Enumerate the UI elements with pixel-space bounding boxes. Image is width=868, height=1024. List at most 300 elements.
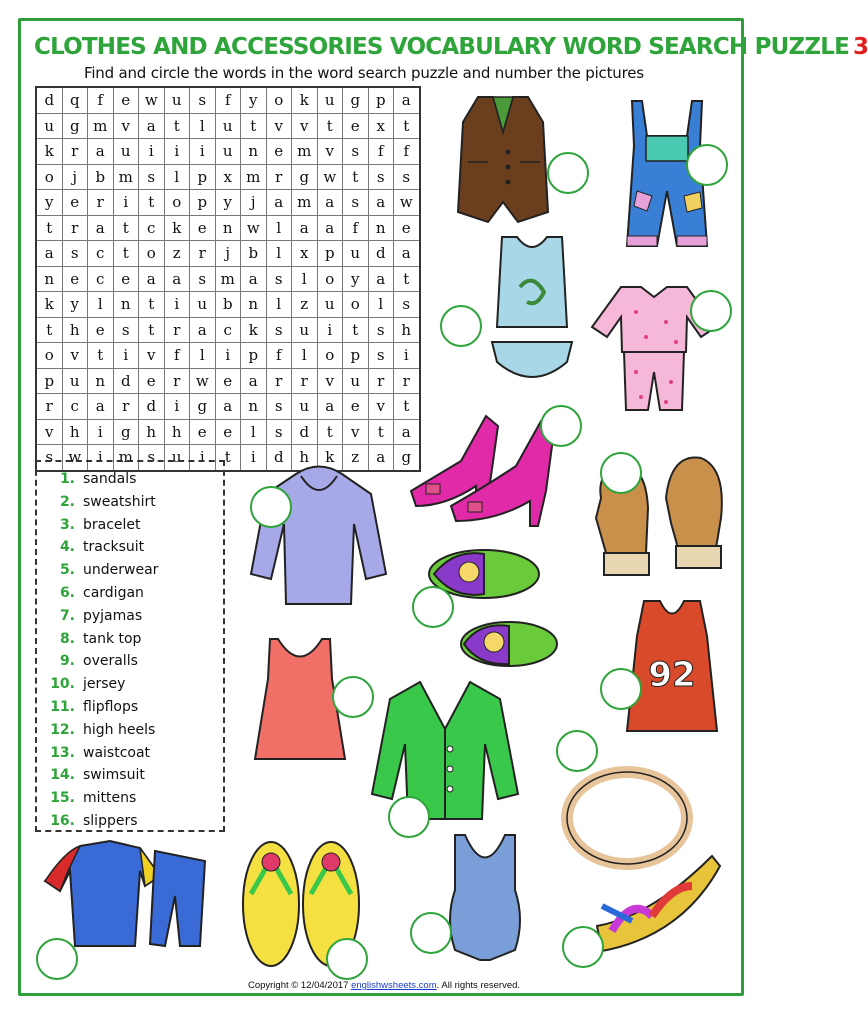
grid-cell[interactable]: a	[394, 87, 420, 113]
number-circle-sandals[interactable]	[562, 926, 604, 968]
word-number: 13.	[50, 744, 75, 761]
grid-cell[interactable]: i	[164, 394, 190, 420]
grid-cell[interactable]: z	[164, 241, 190, 267]
grid-cell[interactable]: v	[266, 113, 292, 139]
grid-cell[interactable]: o	[317, 266, 343, 292]
word-number: 14.	[50, 767, 75, 784]
grid-cell[interactable]: g	[394, 445, 420, 471]
grid-cell[interactable]: f	[164, 343, 190, 369]
grid-cell[interactable]: e	[394, 215, 420, 241]
grid-cell[interactable]: s	[36, 445, 62, 471]
number-circle-sweatshirt[interactable]	[250, 486, 292, 528]
grid-cell[interactable]: o	[343, 292, 369, 318]
grid-cell[interactable]: r	[88, 190, 114, 216]
grid-row	[36, 215, 420, 241]
number-circle-bracelet[interactable]	[556, 730, 598, 772]
grid-cell[interactable]: t	[343, 317, 369, 343]
grid-cell[interactable]: y	[62, 292, 88, 318]
grid-cell[interactable]: u	[292, 394, 318, 420]
grid-cell[interactable]: s	[139, 164, 165, 190]
grid-cell[interactable]: a	[88, 139, 114, 165]
grid-cell[interactable]: s	[266, 317, 292, 343]
grid-cell[interactable]: p	[190, 164, 216, 190]
grid-cell[interactable]: q	[62, 87, 88, 113]
grid-cell[interactable]: i	[113, 190, 139, 216]
grid-cell[interactable]: t	[394, 266, 420, 292]
word-number: 2.	[59, 493, 75, 510]
number-circle-tank-top[interactable]	[332, 676, 374, 718]
grid-cell[interactable]: m	[88, 113, 114, 139]
word-list-item	[37, 559, 223, 582]
grid-cell[interactable]: x	[368, 113, 394, 139]
grid-cell[interactable]: u	[190, 292, 216, 318]
page-title	[34, 34, 868, 60]
grid-cell[interactable]: b	[88, 164, 114, 190]
grid-cell[interactable]: s	[343, 190, 369, 216]
grid-cell[interactable]: t	[139, 317, 165, 343]
grid-cell[interactable]: a	[241, 368, 267, 394]
word-text: pyjamas	[83, 607, 143, 624]
number-circle-slippers[interactable]	[412, 586, 454, 628]
jersey-picture	[622, 596, 722, 736]
grid-cell[interactable]: l	[292, 343, 318, 369]
grid-cell[interactable]: r	[266, 368, 292, 394]
word-text: sandals	[83, 471, 137, 487]
grid-cell[interactable]: t	[164, 113, 190, 139]
grid-cell[interactable]: g	[113, 419, 139, 445]
grid-cell[interactable]: t	[139, 292, 165, 318]
jersey-number: 92	[648, 655, 696, 695]
grid-cell[interactable]: u	[317, 292, 343, 318]
grid-row	[36, 190, 420, 216]
word-number: 1.	[59, 471, 75, 487]
grid-cell[interactable]: j	[62, 164, 88, 190]
grid-cell[interactable]: t	[317, 419, 343, 445]
grid-cell[interactable]: n	[215, 215, 241, 241]
grid-cell[interactable]: e	[215, 368, 241, 394]
grid-cell[interactable]: e	[139, 368, 165, 394]
grid-cell[interactable]: u	[317, 87, 343, 113]
number-circle-high-heels[interactable]	[540, 405, 582, 447]
grid-cell[interactable]: g	[292, 164, 318, 190]
grid-cell[interactable]: e	[62, 190, 88, 216]
grid-cell[interactable]: h	[62, 419, 88, 445]
grid-cell[interactable]: c	[215, 317, 241, 343]
grid-cell[interactable]: f	[266, 343, 292, 369]
grid-cell[interactable]: o	[266, 87, 292, 113]
grid-cell[interactable]: l	[266, 292, 292, 318]
word-number: 11.	[50, 698, 75, 715]
grid-cell[interactable]: k	[36, 292, 62, 318]
grid-cell[interactable]: r	[266, 164, 292, 190]
grid-cell[interactable]: r	[368, 368, 394, 394]
grid-cell[interactable]: t	[368, 419, 394, 445]
grid-cell[interactable]: p	[317, 241, 343, 267]
grid-cell[interactable]: n	[368, 215, 394, 241]
word-text: sweatshirt	[83, 493, 156, 510]
grid-cell[interactable]: s	[62, 241, 88, 267]
word-number: 7.	[59, 607, 75, 624]
grid-cell[interactable]: f	[88, 87, 114, 113]
grid-cell[interactable]: v	[317, 139, 343, 165]
number-circle-pyjamas[interactable]	[690, 290, 732, 332]
grid-cell[interactable]: b	[241, 241, 267, 267]
grid-cell[interactable]: l	[88, 292, 114, 318]
word-number: 10.	[50, 676, 75, 693]
number-circle-swimsuit[interactable]	[410, 912, 452, 954]
grid-cell[interactable]: a	[36, 241, 62, 267]
grid-cell[interactable]: a	[190, 317, 216, 343]
grid-cell[interactable]: r	[292, 368, 318, 394]
grid-cell[interactable]: s	[190, 87, 216, 113]
grid-cell[interactable]: d	[36, 87, 62, 113]
grid-cell[interactable]: n	[241, 394, 267, 420]
grid-cell[interactable]: o	[317, 343, 343, 369]
word-list-item	[37, 673, 223, 696]
grid-row	[36, 419, 420, 445]
grid-cell[interactable]: v	[36, 419, 62, 445]
grid-cell[interactable]: w	[317, 164, 343, 190]
grid-cell[interactable]: l	[190, 113, 216, 139]
grid-cell[interactable]: t	[36, 215, 62, 241]
grid-cell[interactable]: m	[113, 164, 139, 190]
grid-cell[interactable]: w	[139, 87, 165, 113]
instructions: Find and circle the words in the word search puzzle and number the pictures	[84, 64, 644, 82]
grid-cell[interactable]: k	[241, 317, 267, 343]
grid-cell[interactable]: f	[368, 139, 394, 165]
grid-cell[interactable]: l	[266, 241, 292, 267]
grid-cell[interactable]: i	[317, 317, 343, 343]
grid-cell[interactable]: a	[317, 215, 343, 241]
grid-cell[interactable]: o	[36, 343, 62, 369]
grid-cell[interactable]: a	[317, 190, 343, 216]
grid-cell[interactable]: a	[241, 266, 267, 292]
grid-cell[interactable]: j	[215, 241, 241, 267]
copyright-line	[0, 980, 768, 991]
number-circle-underwear[interactable]	[440, 305, 482, 347]
word-text: slippers	[83, 812, 138, 829]
grid-cell[interactable]: r	[62, 215, 88, 241]
grid-cell[interactable]: u	[36, 113, 62, 139]
grid-cell[interactable]: e	[215, 419, 241, 445]
grid-cell[interactable]: n	[88, 368, 114, 394]
grid-cell[interactable]: c	[88, 241, 114, 267]
grid-cell[interactable]: s	[190, 266, 216, 292]
number-circle-flipflops[interactable]	[326, 938, 368, 980]
grid-cell[interactable]: f	[343, 215, 369, 241]
word-number: 6.	[59, 584, 75, 601]
grid-cell[interactable]: r	[164, 368, 190, 394]
grid-cell[interactable]: i	[88, 419, 114, 445]
grid-cell[interactable]: r	[164, 317, 190, 343]
grid-cell[interactable]: e	[343, 394, 369, 420]
grid-cell[interactable]: a	[317, 394, 343, 420]
grid-cell[interactable]: y	[343, 266, 369, 292]
grid-cell[interactable]: t	[113, 241, 139, 267]
grid-cell[interactable]: u	[343, 368, 369, 394]
number-circle-waistcoat[interactable]	[547, 152, 589, 194]
grid-cell[interactable]: d	[292, 419, 318, 445]
grid-cell[interactable]: r	[113, 394, 139, 420]
grid-cell[interactable]: r	[394, 368, 420, 394]
word-text: flipflops	[83, 698, 139, 715]
word-text: tracksuit	[83, 539, 145, 556]
word-list-item	[37, 536, 223, 559]
grid-row	[36, 343, 420, 369]
grid-cell[interactable]: h	[292, 445, 318, 471]
word-list-item	[37, 764, 223, 787]
grid-cell[interactable]: e	[343, 113, 369, 139]
grid-cell[interactable]: v	[113, 113, 139, 139]
grid-cell[interactable]: a	[394, 419, 420, 445]
word-number: 15.	[50, 790, 75, 807]
word-text: waistcoat	[83, 744, 151, 761]
grid-cell[interactable]: e	[190, 419, 216, 445]
grid-cell[interactable]: s	[394, 164, 420, 190]
word-number: 9.	[59, 653, 75, 670]
grid-cell[interactable]: l	[241, 419, 267, 445]
grid-cell[interactable]: w	[62, 445, 88, 471]
grid-cell[interactable]: m	[292, 190, 318, 216]
grid-cell[interactable]: e	[62, 266, 88, 292]
grid-cell[interactable]: d	[266, 445, 292, 471]
grid-cell[interactable]: t	[36, 317, 62, 343]
grid-cell[interactable]: p	[368, 87, 394, 113]
grid-cell[interactable]: t	[343, 164, 369, 190]
grid-cell[interactable]: y	[215, 190, 241, 216]
word-text: underwear	[83, 562, 159, 579]
word-list-item	[37, 719, 223, 742]
copyright-prefix: Copyright © 12/04/2017	[247, 980, 352, 991]
grid-cell[interactable]: m	[241, 164, 267, 190]
grid-cell[interactable]: n	[241, 139, 267, 165]
number-circle-mittens[interactable]	[600, 452, 642, 494]
grid-cell[interactable]: u	[292, 317, 318, 343]
grid-cell[interactable]: s	[139, 445, 165, 471]
grid-cell[interactable]: l	[368, 292, 394, 318]
grid-cell[interactable]: m	[292, 139, 318, 165]
copyright-suffix: . All rights reserved.	[436, 980, 521, 991]
grid-cell[interactable]: s	[368, 164, 394, 190]
grid-cell[interactable]: n	[241, 292, 267, 318]
grid-cell[interactable]: w	[394, 190, 420, 216]
grid-cell[interactable]: r	[36, 394, 62, 420]
grid-cell[interactable]: g	[343, 87, 369, 113]
grid-cell[interactable]: p	[343, 343, 369, 369]
word-list	[37, 462, 223, 833]
number-circle-tracksuit[interactable]	[36, 938, 78, 980]
grid-cell[interactable]: t	[394, 394, 420, 420]
grid-row	[36, 87, 420, 113]
grid-cell[interactable]: r	[62, 139, 88, 165]
grid-cell[interactable]: l	[190, 343, 216, 369]
grid-cell[interactable]: x	[215, 164, 241, 190]
grid-cell[interactable]: e	[190, 215, 216, 241]
grid-cell[interactable]: w	[241, 215, 267, 241]
grid-cell[interactable]: i	[164, 139, 190, 165]
grid-cell[interactable]: z	[292, 292, 318, 318]
word-text: cardigan	[83, 584, 144, 601]
grid-cell[interactable]: b	[215, 292, 241, 318]
grid-cell[interactable]: i	[113, 343, 139, 369]
grid-cell[interactable]: v	[343, 419, 369, 445]
copyright-link[interactable]: englishwsheets.com	[351, 980, 437, 991]
grid-cell[interactable]: j	[241, 190, 267, 216]
word-text: bracelet	[83, 516, 141, 533]
grid-cell[interactable]: u	[113, 139, 139, 165]
word-text: jersey	[83, 676, 126, 693]
grid-cell[interactable]: c	[88, 266, 114, 292]
grid-cell[interactable]: t	[317, 113, 343, 139]
grid-cell[interactable]: e	[113, 266, 139, 292]
grid-cell[interactable]: a	[88, 394, 114, 420]
grid-row	[36, 113, 420, 139]
grid-cell[interactable]: m	[113, 445, 139, 471]
waistcoat-picture	[448, 92, 558, 232]
grid-cell[interactable]: a	[368, 190, 394, 216]
grid-cell[interactable]: i	[139, 139, 165, 165]
grid-cell[interactable]: x	[292, 241, 318, 267]
grid-cell[interactable]: u	[164, 87, 190, 113]
grid-cell[interactable]: k	[36, 139, 62, 165]
grid-cell[interactable]: w	[190, 368, 216, 394]
swimsuit-picture	[440, 830, 530, 970]
grid-cell[interactable]: i	[241, 445, 267, 471]
number-circle-cardigan[interactable]	[388, 796, 430, 838]
word-text: overalls	[83, 653, 138, 670]
grid-cell[interactable]: t	[139, 190, 165, 216]
grid-cell[interactable]: s	[113, 317, 139, 343]
grid-cell[interactable]: s	[266, 394, 292, 420]
grid-cell[interactable]: t	[113, 215, 139, 241]
grid-cell[interactable]: d	[368, 241, 394, 267]
grid-cell[interactable]: u	[164, 445, 190, 471]
grid-cell[interactable]: u	[215, 139, 241, 165]
grid-cell[interactable]: u	[343, 241, 369, 267]
grid-cell[interactable]: o	[36, 164, 62, 190]
grid-cell[interactable]: i	[394, 343, 420, 369]
grid-cell[interactable]: d	[139, 394, 165, 420]
grid-cell[interactable]: f	[215, 87, 241, 113]
grid-cell[interactable]: a	[164, 266, 190, 292]
grid-cell[interactable]: h	[62, 317, 88, 343]
grid-cell[interactable]: f	[394, 139, 420, 165]
grid-cell[interactable]: y	[241, 87, 267, 113]
grid-cell[interactable]: c	[139, 215, 165, 241]
word-list-item	[37, 742, 223, 765]
word-list-item	[37, 696, 223, 719]
grid-cell[interactable]: a	[394, 241, 420, 267]
word-number: 4.	[59, 539, 75, 556]
grid-cell[interactable]: t	[215, 445, 241, 471]
grid-cell[interactable]: r	[190, 241, 216, 267]
grid-cell[interactable]: a	[88, 215, 114, 241]
grid-cell[interactable]: u	[62, 368, 88, 394]
number-circle-jersey[interactable]	[600, 668, 642, 710]
grid-cell[interactable]: e	[113, 87, 139, 113]
grid-cell[interactable]: n	[36, 266, 62, 292]
grid-cell[interactable]: a	[139, 266, 165, 292]
grid-cell[interactable]: p	[36, 368, 62, 394]
grid-cell[interactable]: o	[139, 241, 165, 267]
grid-cell[interactable]: v	[368, 394, 394, 420]
grid-cell[interactable]: i	[88, 445, 114, 471]
word-list-item	[37, 582, 223, 605]
grid-cell[interactable]: k	[164, 215, 190, 241]
grid-cell[interactable]: g	[190, 394, 216, 420]
grid-cell[interactable]: t	[241, 113, 267, 139]
cardigan-picture	[370, 674, 520, 824]
grid-cell[interactable]: a	[266, 190, 292, 216]
grid-cell[interactable]: s	[343, 139, 369, 165]
grid-cell[interactable]: i	[164, 292, 190, 318]
grid-cell[interactable]: m	[215, 266, 241, 292]
grid-cell[interactable]: i	[190, 139, 216, 165]
grid-cell[interactable]: i	[190, 445, 216, 471]
grid-cell[interactable]: z	[343, 445, 369, 471]
sandals-picture	[592, 846, 724, 968]
grid-cell[interactable]: u	[215, 113, 241, 139]
grid-cell[interactable]: s	[368, 343, 394, 369]
grid-cell[interactable]: l	[292, 266, 318, 292]
grid-cell[interactable]: c	[62, 394, 88, 420]
grid-cell[interactable]: a	[368, 445, 394, 471]
grid-cell[interactable]: h	[164, 419, 190, 445]
grid-cell[interactable]: a	[292, 215, 318, 241]
grid-row	[36, 292, 420, 318]
grid-cell[interactable]: i	[215, 343, 241, 369]
grid-cell[interactable]: a	[139, 113, 165, 139]
word-list-item	[37, 491, 223, 514]
grid-cell[interactable]: t	[88, 343, 114, 369]
grid-cell[interactable]: g	[62, 113, 88, 139]
grid-cell[interactable]: o	[164, 190, 190, 216]
word-search-grid	[35, 86, 421, 472]
word-list-item	[37, 468, 223, 491]
grid-cell[interactable]: n	[113, 292, 139, 318]
grid-cell[interactable]: t	[394, 113, 420, 139]
grid-cell[interactable]: v	[62, 343, 88, 369]
grid-cell[interactable]: h	[139, 419, 165, 445]
grid-cell[interactable]: y	[36, 190, 62, 216]
grid-cell[interactable]: s	[368, 317, 394, 343]
grid-cell[interactable]: p	[190, 190, 216, 216]
word-text: high heels	[83, 721, 156, 738]
grid-cell[interactable]: k	[292, 87, 318, 113]
grid-cell[interactable]: s	[266, 419, 292, 445]
grid-cell[interactable]: v	[139, 343, 165, 369]
grid-row	[36, 164, 420, 190]
grid-cell[interactable]: s	[394, 292, 420, 318]
number-circle-overalls[interactable]	[686, 144, 728, 186]
grid-cell[interactable]: v	[317, 368, 343, 394]
grid-cell[interactable]: p	[241, 343, 267, 369]
grid-cell[interactable]: l	[266, 215, 292, 241]
grid-cell[interactable]: e	[266, 139, 292, 165]
grid-cell[interactable]: v	[292, 113, 318, 139]
word-number: 12.	[50, 721, 75, 738]
grid-cell[interactable]: d	[113, 368, 139, 394]
grid-cell[interactable]: a	[368, 266, 394, 292]
grid-cell[interactable]: h	[394, 317, 420, 343]
grid-cell[interactable]: e	[88, 317, 114, 343]
grid-cell[interactable]: k	[317, 445, 343, 471]
word-list-item	[37, 605, 223, 628]
word-text: mittens	[83, 790, 137, 807]
grid-cell[interactable]: a	[215, 394, 241, 420]
grid-cell[interactable]: l	[164, 164, 190, 190]
grid-cell[interactable]: s	[266, 266, 292, 292]
